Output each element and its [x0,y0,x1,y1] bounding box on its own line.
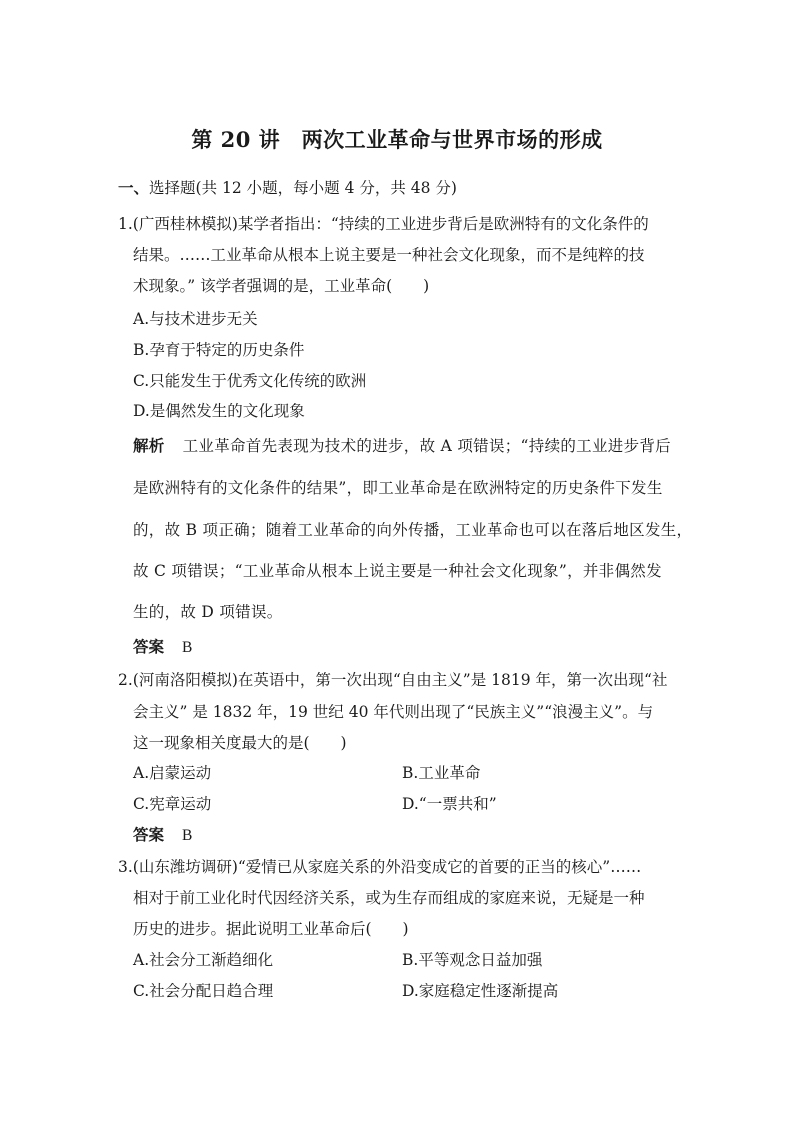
q1-answer [133,637,192,658]
q1-stem-line-2: 结果。……工业革命从根本上说主要是一种社会文化现象，而不是纯粹的技 [133,246,645,264]
q2-option-b: B.工业革命 [402,764,481,782]
q3-stem-line-2: 相对于前工业化时代因经济关系，或为生存而组成的家庭来说，无疑是一种 [133,889,645,907]
q3-stem-line-1: 3.(山东潍坊调研)“爱情已从家庭关系的外沿变成它的首要的正当的核心”…… [118,858,642,876]
q3-option-c: C.社会分配日趋合理 [133,982,274,1000]
q1-analysis-text-1: 工业革命首先表现为技术的进步，故 A 项错误；“持续的工业进步背后 [182,437,671,455]
q3-option-a: A.社会分工渐趋细化 [133,951,274,969]
q3-stem-line-3: 历史的进步。据此说明工业革命后( ) [133,920,409,938]
analysis-label: 解析 [133,436,165,455]
q3-option-b: B.平等观念日益加强 [402,951,543,969]
q2-answer-value: B [182,827,193,844]
q1-analysis-line-4: 故 C 项错误；“工业革命从根本上说主要是一种社会文化现象”，并非偶然发 [133,562,662,580]
q1-analysis-line-1 [133,436,671,456]
q2-option-a: A.启蒙运动 [133,764,212,782]
section-label: 选择题(共 12 小题，每小题 4 分，共 48 分) [149,179,457,197]
q1-analysis-line-3: 的，故 B 项正确；随着工业革命的向外传播，工业革命也可以在落后地区发生， [133,521,693,539]
q2-answer [133,825,192,846]
q1-stem-line-1: 1.(广西桂林模拟)某学者指出：“持续的工业进步背后是欧洲特有的文化条件的 [118,215,649,233]
q1-stem-line-3: 术现象。” 该学者强调的是，工业革命( ) [133,277,430,295]
q2-stem-line-2: 会主义” 是 1832 年，19 世纪 40 年代则出现了“民族主义”“浪漫主义”。与 [133,703,654,721]
q1-analysis-line-5: 生的，故 D 项错误。 [133,603,283,621]
section-heading [118,178,457,198]
q1-option-b: B.孕育于特定的历史条件 [133,341,305,359]
q1-option-c: C.只能发生于优秀文化传统的欧洲 [133,372,367,390]
q2-option-c: C.宪章运动 [133,795,212,813]
answer-label: 答案 [133,825,165,844]
page-title: 第 20 讲 两次工业革命与世界市场的形成 [191,127,603,152]
answer-label: 答案 [133,637,165,656]
q1-option-a: A.与技术进步无关 [133,310,258,328]
q2-stem-line-1: 2.(河南洛阳模拟)在英语中，第一次出现“自由主义”是 1819 年，第一次出现“社 [118,671,668,689]
q2-stem-line-3: 这一现象相关度最大的是( ) [133,734,347,752]
q2-option-d: D.“一票共和” [402,795,497,813]
q1-option-d: D.是偶然发生的文化现象 [133,402,305,420]
q1-answer-value: B [182,639,193,656]
q3-option-d: D.家庭稳定性逐渐提高 [402,982,559,1000]
q1-analysis-line-2: 是欧洲特有的文化条件的结果”，即工业革命是在欧洲特定的历史条件下发生 [133,479,663,497]
section-number: 一、 [118,178,150,197]
